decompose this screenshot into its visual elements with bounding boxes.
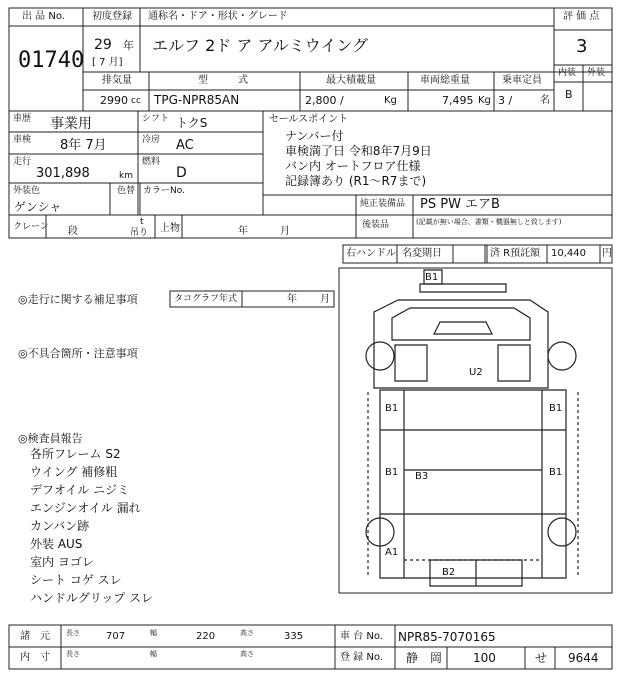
damage-mark: B1 xyxy=(549,467,563,478)
max-load-unit: Kg xyxy=(384,95,397,106)
driving-notes-label: ◎走行に関する補足事項 xyxy=(18,293,138,306)
sales-point-line: 記録簿あり (R1～R7まで) xyxy=(285,174,427,188)
inspector-line: ハンドルグリップ スレ xyxy=(30,591,154,605)
fuel-value: D xyxy=(176,165,187,181)
model-label: 通称名・ドア・形状・グレード xyxy=(148,11,288,22)
inspector-line: カンバン跡 xyxy=(30,519,90,533)
sales-point-line: バン内 オートフロア仕様 xyxy=(285,159,421,173)
mount-month: 月 xyxy=(280,226,290,237)
aircon-value: AC xyxy=(176,138,194,153)
tachograph-month: 月 xyxy=(320,294,330,305)
crane-ton: t xyxy=(140,217,144,227)
lot-label: 出 品 No. xyxy=(22,11,65,22)
steering-handle: 右ハンドル xyxy=(346,248,396,259)
color-no-label: カラーNo. xyxy=(143,186,185,196)
capacity-value: 3 / xyxy=(498,94,513,107)
score-value: 3 xyxy=(576,36,588,57)
mount-label: 上物 xyxy=(160,223,180,234)
interior-grade-label: 内装 xyxy=(558,68,577,78)
tachograph-label: タコグラフ年式 xyxy=(174,294,238,304)
plate-class: 100 xyxy=(473,651,496,665)
mileage-value: 301,898 xyxy=(36,166,90,181)
displacement-unit: cc xyxy=(131,96,141,106)
aftermarket-label: 後装品 xyxy=(362,220,390,230)
lot-number: 01740 xyxy=(18,48,85,73)
damage-mark: B1 xyxy=(549,403,563,414)
aftermarket-note: (記載が無い場合、書類・機器無しと致します) xyxy=(416,218,562,226)
width-value: 220 xyxy=(196,631,216,642)
reg-month: [ 7 月] xyxy=(92,57,123,68)
gross-weight-label: 車両総重量 xyxy=(420,75,470,86)
plate-region: 静 岡 xyxy=(406,651,443,665)
interior-dims-label: 内 寸 xyxy=(20,652,50,663)
color-value: ゲンシャ xyxy=(14,200,62,214)
capacity-unit: 名 xyxy=(540,95,550,106)
length-label: 長さ xyxy=(66,629,80,637)
aircon-label: 冷房 xyxy=(142,135,161,145)
damage-mark: B2 xyxy=(442,567,456,578)
crane-stage: 段 xyxy=(68,226,78,237)
displacement-value: 2990 xyxy=(100,94,128,107)
dims-label: 諸 元 xyxy=(20,631,50,642)
defect-notes-label: ◎不具合箇所・注意事項 xyxy=(18,347,138,360)
model-type-value: TPG-NPR85AN xyxy=(154,93,240,107)
sales-point-line: 車検満了日 令和8年7月9日 xyxy=(285,144,432,158)
inspector-line: 外装 AUS xyxy=(30,537,83,551)
max-load-value: 2,800 / xyxy=(305,94,344,107)
damage-mark: B1 xyxy=(385,403,399,414)
inspector-line: デフオイル ニジミ xyxy=(30,483,130,497)
history-value: 事業用 xyxy=(50,116,92,132)
damage-mark: U2 xyxy=(469,367,483,378)
width-label: 幅 xyxy=(150,629,157,637)
inspector-report-label: ◎検査員報告 xyxy=(18,432,83,445)
recycle-label: 済 R預託額 xyxy=(490,248,541,259)
height-label: 高さ xyxy=(240,629,254,637)
damage-mark: B1 xyxy=(385,467,399,478)
crane-lift: 吊り xyxy=(130,228,149,238)
gross-weight-value: 7,495 xyxy=(442,94,474,107)
car-name: エルフ 2ド ア アルミウイング xyxy=(152,36,368,55)
rear-right-wheel xyxy=(548,518,576,546)
plate-number: 9644 xyxy=(568,651,599,665)
reg-year: 29 xyxy=(94,37,112,53)
displacement-label: 排気量 xyxy=(102,75,132,86)
mileage-unit: km xyxy=(119,171,133,181)
sales-point-line: ナンバー付 xyxy=(285,129,344,143)
inspector-line: ウイング 補修粗 xyxy=(30,465,118,479)
max-load-label: 最大積載量 xyxy=(326,75,376,86)
capacity-label: 乗車定員 xyxy=(502,75,542,86)
model-type-label: 型 式 xyxy=(198,75,248,86)
gross-weight-unit: Kg xyxy=(478,95,491,106)
interior-grade: B xyxy=(565,88,573,101)
score-label: 評 価 点 xyxy=(563,11,600,22)
inspection-label: 車検 xyxy=(13,135,32,145)
sales-points-label: セールスポイント xyxy=(269,114,349,125)
shift-value: トクS xyxy=(176,116,208,130)
inspector-line: エンジンオイル 漏れ xyxy=(30,501,141,515)
recycle-amount: 10,440 xyxy=(551,248,586,259)
interior-length-label: 長さ xyxy=(66,650,80,658)
first-reg-label: 初度登録 xyxy=(92,11,132,22)
inspector-line: シート コゲ スレ xyxy=(30,573,122,587)
length-value: 707 xyxy=(106,631,126,642)
name-change-label: 名変期日 xyxy=(402,248,442,259)
height-value: 335 xyxy=(284,631,304,642)
equipment-value: PS PW エアB xyxy=(420,197,500,212)
plate-kana: せ xyxy=(535,651,548,665)
recycle-yen: 円 xyxy=(602,248,612,259)
tachograph-year: 年 xyxy=(287,294,297,305)
equipment-label: 純正装備品 xyxy=(360,199,406,209)
damage-mark: A1 xyxy=(385,547,399,558)
inspector-line: 各所フレーム S2 xyxy=(30,447,121,461)
color-label: 外装色 xyxy=(13,186,41,196)
shift-label: シフト xyxy=(142,114,170,124)
exterior-grade-label: 外装 xyxy=(587,68,606,78)
mount-year: 年 xyxy=(238,226,248,237)
history-label: 車歴 xyxy=(13,114,32,124)
chassis-value: NPR85-7070165 xyxy=(398,630,496,644)
mileage-label: 走行 xyxy=(13,157,32,167)
crane-label: クレーン xyxy=(13,222,49,232)
inspector-line: 室内 ヨゴレ xyxy=(30,555,94,569)
chassis-label: 車 台 No. xyxy=(340,631,383,642)
front-right-wheel xyxy=(548,342,576,370)
damage-mark: B1 xyxy=(425,272,439,283)
fuel-label: 燃料 xyxy=(142,157,161,167)
plate-label: 登 録 No. xyxy=(340,652,383,663)
color-swatch-label: 色替 xyxy=(117,186,136,196)
damage-mark: B3 xyxy=(415,471,429,482)
reg-year-unit: 年 xyxy=(123,39,134,52)
front-left-wheel xyxy=(366,342,394,370)
interior-width-label: 幅 xyxy=(150,650,157,658)
inspection-value: 8年 7月 xyxy=(60,138,107,153)
interior-height-label: 高さ xyxy=(240,650,254,658)
